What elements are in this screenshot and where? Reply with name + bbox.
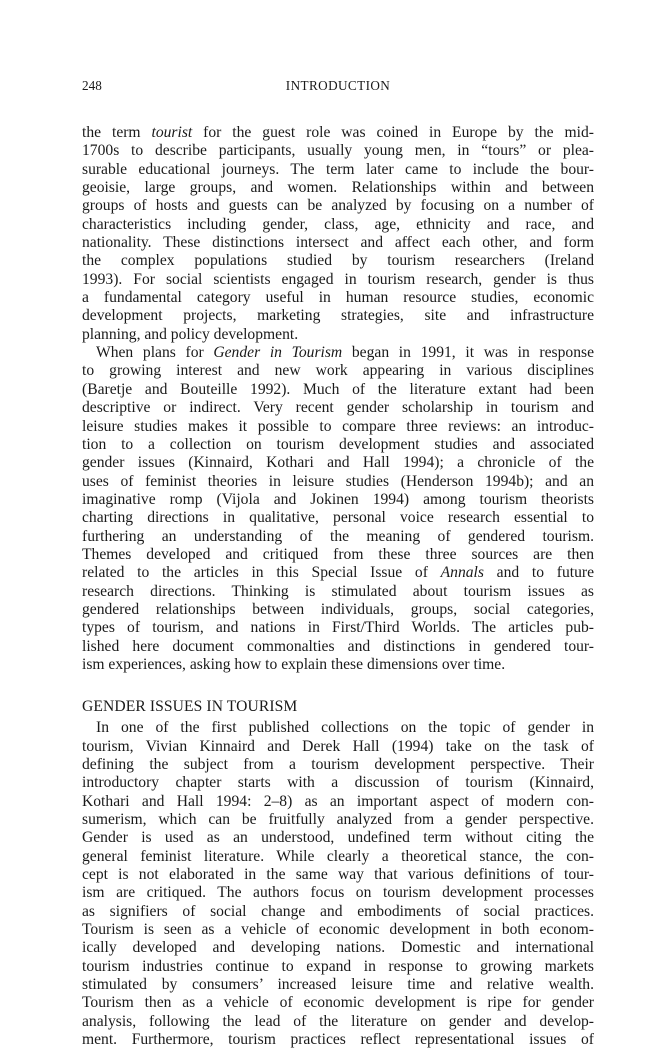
text-line: imaginative romp (Vijola and Jokinen 1994) among tourism theorists [82, 490, 594, 508]
text-line: charting directions in qualitative, personal voice research essential to [82, 509, 594, 527]
text-line: groups of hosts and guests can be analyzed by focusing on a number of [82, 197, 594, 215]
text-line: the term tourist for the guest role was coined in Europe by the mid- [82, 124, 594, 141]
text-line: types of tourism, and nations in First/Third Worlds. The articles pub- [82, 619, 594, 637]
text-line: to growing interest and new work appearing in various disciplines [82, 362, 594, 380]
paragraph-gender-issues [82, 719, 594, 1049]
text-line: tourism, Vivian Kinnaird and Derek Hall (1994) take on the task of [82, 737, 594, 755]
text-line: related to the articles in this Special Issue of Annals and to future [82, 564, 594, 582]
text-line: analysis, following the lead of the literature on gender and develop- [82, 1012, 594, 1030]
text-line: a fundamental category useful in human resource studies, economic [82, 289, 594, 307]
text-line: general feminist literature. While clearly a theoretical stance, the con- [82, 847, 594, 865]
text-line: Kothari and Hall 1994: 2–8) as an important aspect of modern con- [82, 792, 594, 810]
text-line: uses of feminist theories in leisure studies (Henderson 1994b); and an [82, 472, 594, 490]
text-line: In one of the first published collections on the topic of gender in [96, 719, 594, 737]
running-head [82, 72, 594, 100]
text-line: research directions. Thinking is stimulated about tourism issues as [82, 582, 594, 600]
text-line: ically developed and developing nations. Domestic and international [82, 939, 594, 957]
document-page [82, 72, 594, 1050]
text-line: 1993). For social scientists engaged in tourism research, gender is thus [82, 270, 594, 288]
text-line: Themes developed and critiqued from these three sources are then [82, 545, 594, 563]
text-line: introductory chapter starts with a discussion of tourism (Kinnaird, [82, 774, 594, 792]
running-title: INTRODUCTION [285, 78, 391, 93]
text-line: development projects, marketing strategies, site and infrastructure [82, 307, 594, 325]
text-line: ism experiences, asking how to explain these dimensions over time. [82, 655, 506, 673]
text-line: gender issues (Kinnaird, Kothari and Hall 1994); a chronicle of the [82, 454, 594, 472]
text-line: defining the subject from a tourism development perspective. Their [82, 756, 594, 773]
text-line: descriptive or indirect. Very recent gender scholarship in tourism and [82, 399, 594, 417]
paragraph-tourist-definition [82, 124, 594, 344]
text-line: 1700s to describe participants, usually young men, in “tours” or plea- [82, 142, 594, 160]
text-line: tion to a collection on tourism development studies and associated [82, 435, 594, 453]
text-line: stimulated by consumers’ increased leisure time and relative wealth. [82, 976, 594, 994]
text-line: characteristics including gender, class, age, ethnicity and race, and [82, 215, 594, 233]
text-line: Tourism is seen as a vehicle of economic development in both econom- [82, 921, 594, 939]
text-line: planning, and policy development. [82, 325, 299, 343]
text-line: leisure studies makes it possible to compare three reviews: an introduc- [82, 417, 594, 435]
text-line: surable educational journeys. The term later came to include the bour- [82, 160, 594, 178]
text-line: When plans for Gender in Tourism began in 1991, it was in response [96, 344, 594, 362]
text-line: (Baretje and Bouteille 1992). Much of the literature extant had been [82, 380, 594, 398]
text-line: Gender is used as an understood, undefined term without citing the [82, 829, 594, 847]
text-line: as signifiers of social change and embodiments of social practices. [82, 902, 594, 920]
text-line: the complex populations studied by tourism researchers (Ireland [82, 252, 594, 270]
text-line: Tourism then as a vehicle of economic development is ripe for gender [82, 994, 594, 1012]
text-line: sumerism, which can be fruitfully analyzed from a gender perspective. [82, 811, 594, 829]
text-line: cept is not elaborated in the same way that various definitions of tour- [82, 866, 594, 884]
paragraph-gender-in-tourism-plans [82, 344, 594, 674]
section-heading: GENDER ISSUES IN TOURISM [82, 698, 298, 716]
text-line: geoisie, large groups, and women. Relationships within and between [82, 179, 594, 197]
text-line: ism are critiqued. The authors focus on tourism development processes [82, 884, 594, 902]
text-line: nationality. These distinctions intersect and affect each other, and form [82, 234, 594, 252]
body-text [82, 124, 594, 1050]
text-line: furthering an understanding of the meaning of gendered tourism. [82, 527, 594, 545]
text-line: ment. Furthermore, tourism practices reflect representational issues of [82, 1031, 594, 1049]
text-line: tourism industries continue to expand in response to growing markets [82, 957, 594, 975]
text-line: gendered relationships between individuals, groups, social categories, [82, 600, 594, 618]
page-number: 248 [82, 78, 102, 93]
text-line: lished here document commonalties and distinctions in gendered tour- [82, 637, 594, 655]
